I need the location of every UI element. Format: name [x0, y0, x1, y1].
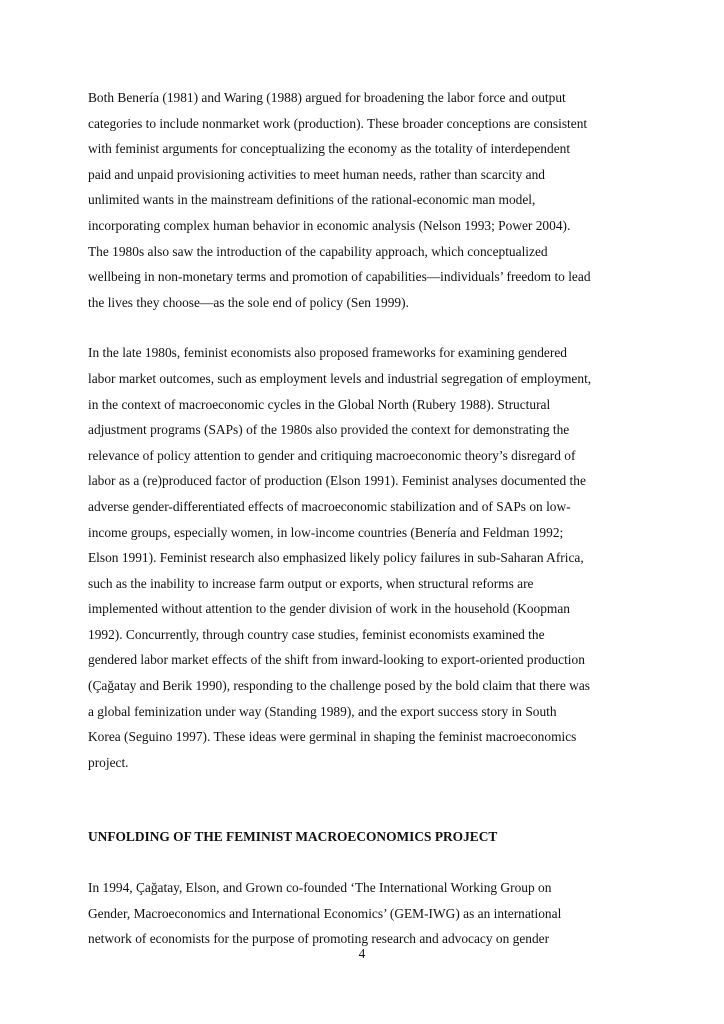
- text-line: project.: [88, 754, 129, 770]
- text-line: Gender, Macroeconomics and International Economics’ (GEM-IWG) as an international: [88, 905, 562, 921]
- text-line: incorporating complex human behavior in economic analysis (Nelson 1993; Power 2004).: [88, 217, 571, 233]
- text-line: Korea (Seguino 1997). These ideas were germinal in shaping the feminist macroeconomics: [88, 729, 577, 745]
- text-line: network of economists for the purpose of promoting research and advocacy on gender: [88, 931, 550, 947]
- text-line: In the late 1980s, feminist economists also proposed frameworks for examining gendered: [88, 345, 567, 361]
- document-page: [88, 85, 648, 952]
- text-line: The 1980s also saw the introduction of the capability approach, which conceptualized: [88, 243, 548, 259]
- page-number: 4: [358, 946, 366, 961]
- paragraph-benerias-waring: [88, 85, 648, 315]
- text-line: adverse gender-differentiated effects of macroeconomic stabilization and of SAPs on low-: [88, 498, 571, 514]
- text-line: gendered labor market effects of the shift from inward-looking to export-oriented production: [88, 652, 585, 668]
- text-line: (Çağatay and Berik 1990), responding to the challenge posed by the bold claim that there was: [88, 678, 591, 694]
- text-line: such as the inability to increase farm output or exports, when structural reforms are: [88, 575, 534, 591]
- text-line: 1992). Concurrently, through country case studies, feminist economists examined the: [88, 626, 545, 642]
- text-line: adjustment programs (SAPs) of the 1980s also provided the context for demonstrating the: [88, 422, 570, 438]
- text-line: in the context of macroeconomic cycles in the Global North (Rubery 1988). Structural: [88, 396, 551, 412]
- text-line: categories to include nonmarket work (production). These broader conceptions are consistent: [88, 115, 588, 131]
- text-line: labor as a (re)produced factor of production (Elson 1991). Feminist analyses documented the: [88, 473, 586, 489]
- text-line: paid and unpaid provisioning activities to meet human needs, rather than scarcity and: [88, 166, 546, 182]
- text-line: a global feminization under way (Standing 1989), and the export success story in South: [88, 703, 557, 719]
- paragraph-gem-iwg: [88, 875, 648, 952]
- text-line: unlimited wants in the mainstream definitions of the rational-economic man model,: [88, 192, 536, 208]
- text-line: Elson 1991). Feminist research also emphasized likely policy failures in sub-Saharan Africa,: [88, 550, 584, 566]
- text-line: the lives they choose—as the sole end of policy (Sen 1999).: [88, 294, 409, 310]
- text-line: with feminist arguments for conceptualizing the economy as the totality of interdependent: [88, 141, 571, 157]
- text-line: Both Benería (1981) and Waring (1988) argued for broadening the labor force and output: [88, 90, 566, 105]
- text-line: income groups, especially women, in low-income countries (Benería and Feldman 1992;: [88, 524, 564, 540]
- text-line: implemented without attention to the gender division of work in the household (Koopman: [88, 601, 570, 617]
- section-heading: UNFOLDING OF THE FEMINIST MACROECONOMICS PROJECT: [88, 829, 498, 845]
- text-line: relevance of policy attention to gender and critiquing macroeconomic theory’s disregard of: [88, 447, 576, 463]
- text-line: wellbeing in non-monetary terms and promotion of capabilities—individuals’ freedom to lead: [88, 269, 591, 285]
- text-line: In 1994, Çağatay, Elson, and Grown co-founded ‘The International Working Group on: [88, 880, 552, 896]
- paragraph-late-1980s: [88, 340, 648, 775]
- text-line: labor market outcomes, such as employment levels and industrial segregation of employment,: [88, 370, 592, 386]
